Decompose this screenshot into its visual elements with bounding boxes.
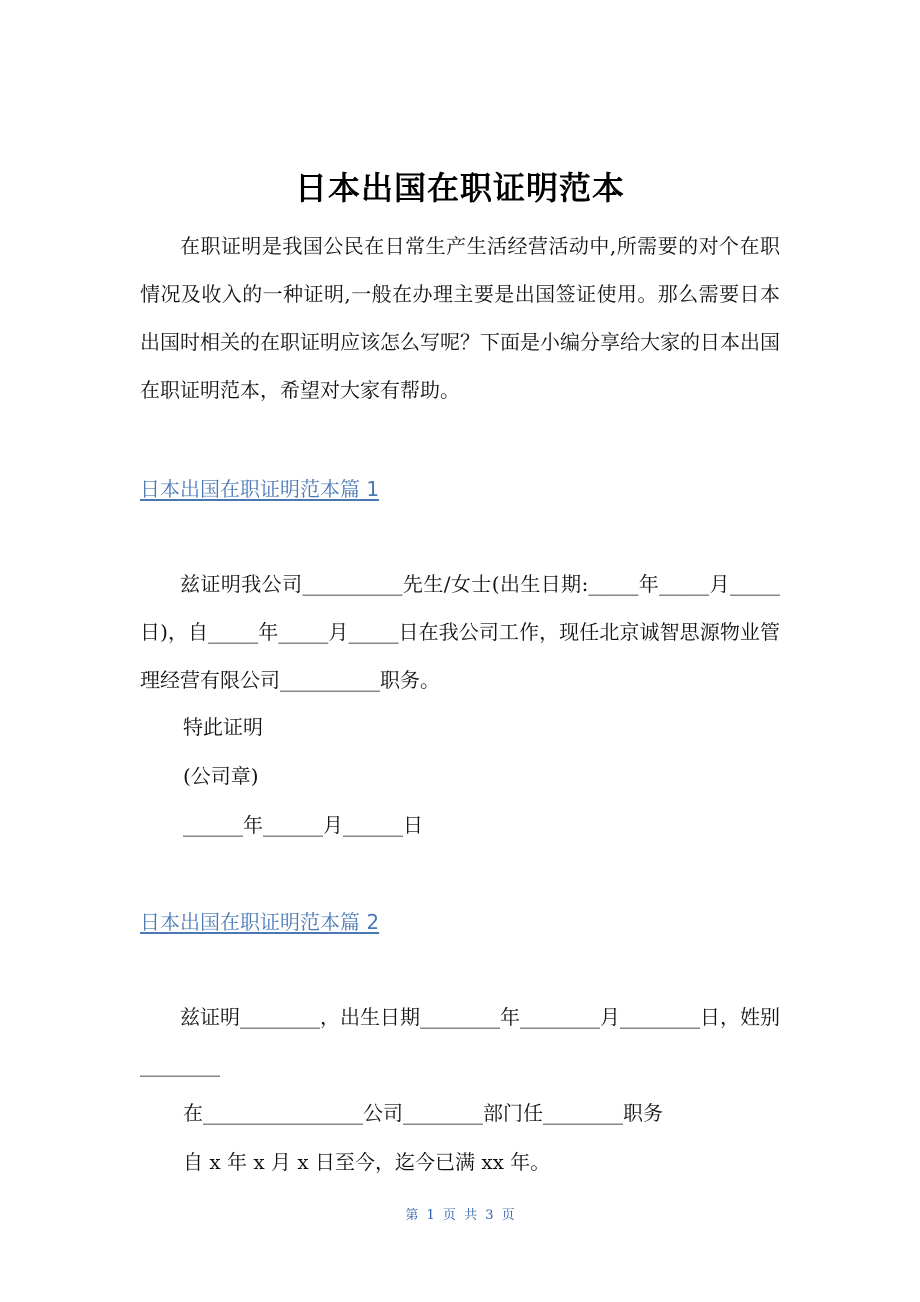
page-title: 日本出国在职证明范本 — [294, 169, 625, 208]
section-1-body: 兹证明我公司__________先生/女士(出生日期:_____年_____月_____日)，自_____年_____月_____日在我公司工作，现任北京诚智思源物业管理经营有限公司__________职务。 — [140, 572, 780, 692]
section-2-body: 兹证明________，出生日期________年________月________日，姓别________ — [140, 1005, 780, 1077]
footer-suffix: 页 — [501, 1208, 515, 1223]
footer-page-word: 页 — [442, 1208, 456, 1223]
footer-total-pages: 3 — [485, 1208, 494, 1223]
section-2-heading[interactable]: 日本出国在职证明范本篇 2 — [140, 910, 380, 934]
footer-total-prefix: 共 — [464, 1208, 478, 1223]
footer-prefix: 第 — [405, 1208, 419, 1223]
section-1-closing: 特此证明 — [183, 715, 263, 739]
section-1-date-line: ______年______月______日 — [183, 813, 423, 837]
section-1-heading[interactable]: 日本出国在职证明范本篇 1 — [140, 477, 380, 501]
intro-paragraph: 在职证明是我国公民在日常生产生活经营活动中,所需要的对个在职情况及收入的一种证明,一般在办理主要是出国签证使用。那么需要日本出国时相关的在职证明应该怎么写呢？下面是小编分享给大家的日本出国在职证明范本，希望对大家有帮助。 — [140, 234, 780, 402]
page-footer — [0, 1206, 920, 1226]
section-2-line-3: 自 x 年 x 月 x 日至今，迄今已满 xx 年。 — [183, 1150, 551, 1174]
section-2-line-2: 在________________公司________部门任________职务 — [183, 1101, 663, 1125]
footer-current-page: 1 — [426, 1208, 435, 1223]
section-1-seal: (公司章) — [183, 764, 259, 788]
